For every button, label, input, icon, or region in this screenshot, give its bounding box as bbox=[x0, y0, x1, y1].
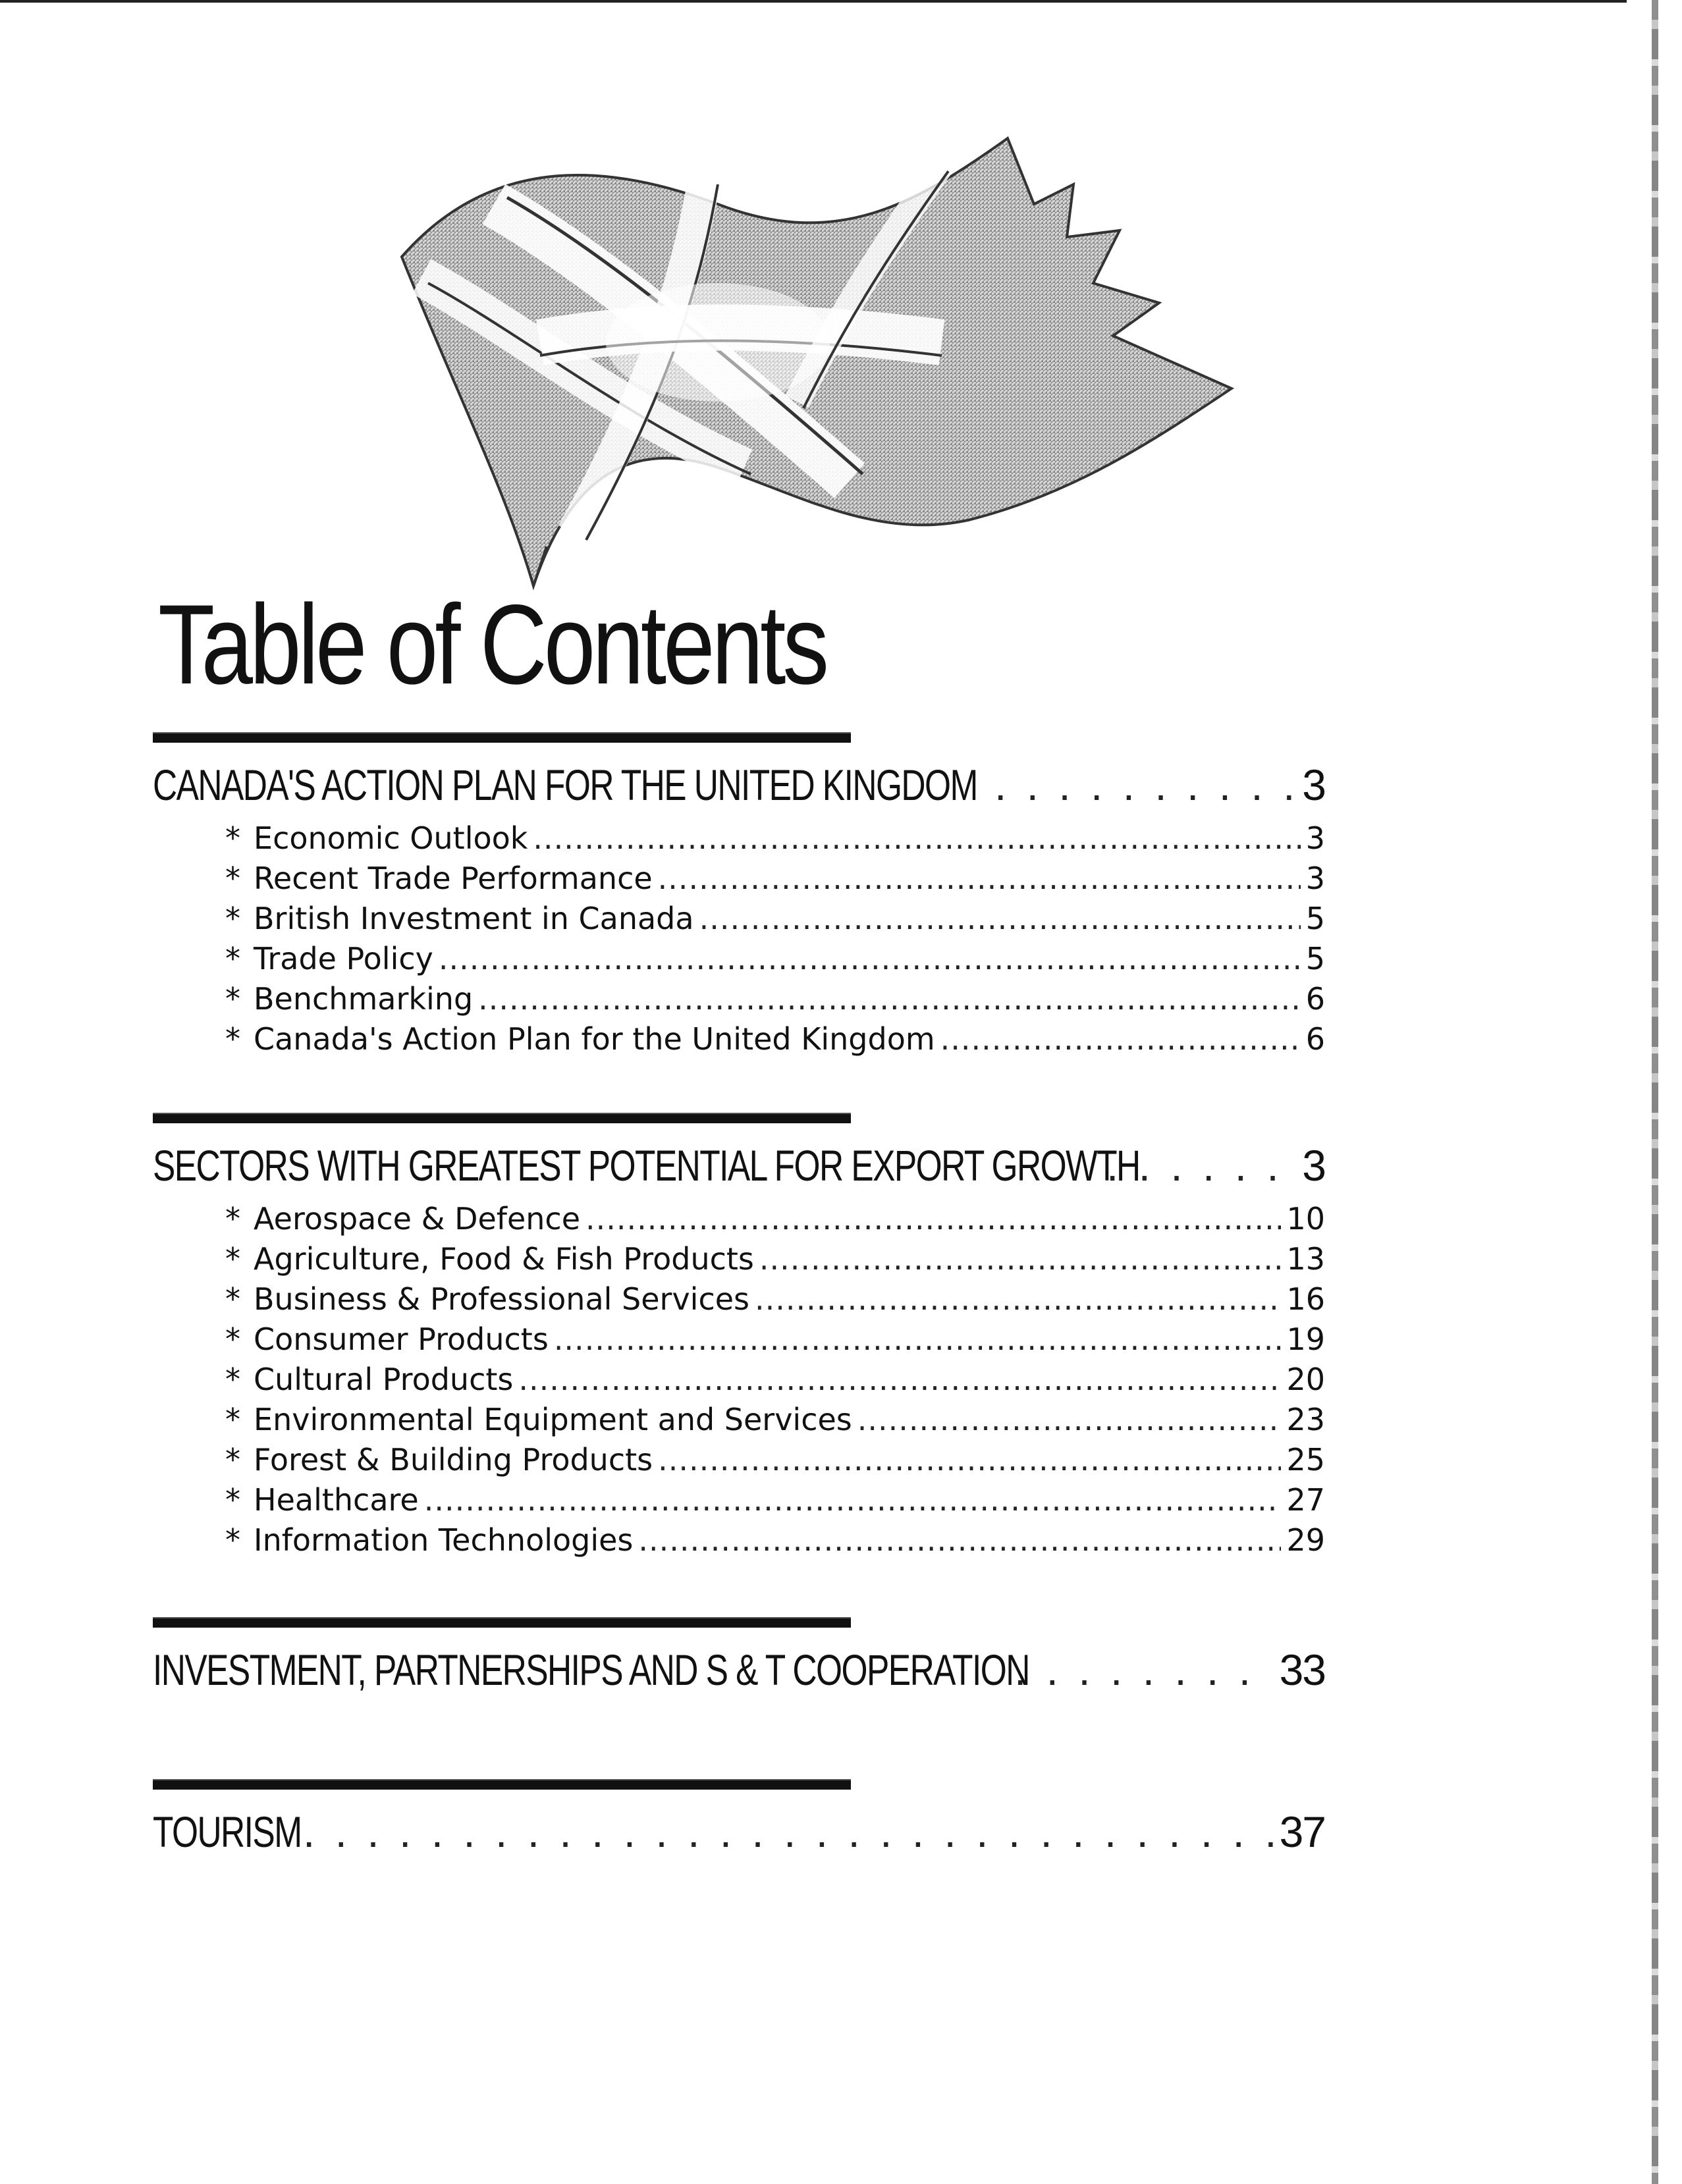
dot-leader bbox=[439, 941, 1301, 976]
bullet-star: * bbox=[225, 1021, 240, 1057]
toc-item-label: Agriculture, Food & Fish Products bbox=[254, 1241, 754, 1277]
toc-page-number: 3 bbox=[1302, 1141, 1325, 1190]
toc-item-label: Environmental Equipment and Services bbox=[254, 1402, 852, 1437]
toc-page-number: 25 bbox=[1286, 1442, 1325, 1478]
bullet-star: * bbox=[225, 1442, 240, 1478]
toc-heading-label: CANADA'S ACTION PLAN FOR THE UNITED KINGDOM bbox=[153, 760, 977, 809]
dot-leader bbox=[478, 981, 1301, 1017]
toc-item[interactable] bbox=[225, 981, 1325, 1021]
bullet-star: * bbox=[225, 1362, 240, 1397]
bullet-star: * bbox=[225, 1241, 240, 1277]
dot-leader bbox=[638, 1522, 1281, 1558]
toc-page-number: 37 bbox=[1279, 1807, 1325, 1856]
toc-item-label: Aerospace & Defence bbox=[254, 1201, 581, 1237]
dot-leader bbox=[994, 760, 1297, 810]
scan-top-edge bbox=[0, 0, 1627, 3]
toc-page-number: 27 bbox=[1286, 1482, 1325, 1518]
toc-section-tourism bbox=[153, 1779, 1325, 1861]
toc-item[interactable] bbox=[225, 1281, 1325, 1321]
section-divider bbox=[153, 732, 851, 743]
toc-item-label: Business & Professional Services bbox=[254, 1281, 750, 1317]
toc-heading-row[interactable] bbox=[153, 760, 1325, 814]
bullet-star: * bbox=[225, 1201, 240, 1237]
toc-items bbox=[153, 820, 1325, 1061]
toc-item[interactable] bbox=[225, 1021, 1325, 1061]
toc-heading-wrap bbox=[153, 1140, 1140, 1190]
dot-leader bbox=[699, 901, 1301, 936]
page-title: Table of Contents bbox=[158, 581, 827, 708]
dot-leader bbox=[940, 1021, 1301, 1057]
dot-leader bbox=[518, 1362, 1281, 1397]
toc-item-label: Forest & Building Products bbox=[254, 1442, 653, 1478]
bullet-star: * bbox=[225, 861, 240, 896]
bullet-star: * bbox=[225, 1482, 240, 1518]
toc-item[interactable] bbox=[225, 1321, 1325, 1362]
section-divider bbox=[153, 1617, 851, 1628]
toc-page-number: 6 bbox=[1305, 981, 1325, 1017]
bullet-star: * bbox=[225, 981, 240, 1017]
dot-leader bbox=[755, 1281, 1281, 1317]
toc-heading-row[interactable] bbox=[153, 1807, 1325, 1861]
toc-item-label: Canada's Action Plan for the United Kingdom bbox=[254, 1021, 935, 1057]
toc-item-label: British Investment in Canada bbox=[254, 901, 694, 936]
toc-section-action-plan bbox=[153, 732, 1325, 1061]
toc-page-number: 16 bbox=[1286, 1281, 1325, 1317]
toc-page-number: 3 bbox=[1305, 820, 1325, 856]
dot-leader bbox=[857, 1402, 1282, 1437]
toc-item[interactable] bbox=[225, 1522, 1325, 1562]
toc-item[interactable] bbox=[225, 1201, 1325, 1241]
toc-page-number: 5 bbox=[1305, 901, 1325, 936]
toc-page-number: 10 bbox=[1286, 1201, 1325, 1237]
toc-item[interactable] bbox=[225, 1442, 1325, 1482]
dot-leader bbox=[303, 1807, 1274, 1857]
toc-heading-wrap bbox=[153, 1807, 302, 1857]
toc-page-number: 13 bbox=[1286, 1241, 1325, 1277]
toc-page-number: 29 bbox=[1286, 1522, 1325, 1558]
bullet-star: * bbox=[225, 1281, 240, 1317]
toc-item[interactable] bbox=[225, 1482, 1325, 1522]
toc-item-label: Information Technologies bbox=[254, 1522, 634, 1558]
dot-leader bbox=[585, 1201, 1281, 1237]
toc-heading-label: TOURISM bbox=[153, 1807, 302, 1856]
bullet-star: * bbox=[225, 941, 240, 976]
toc-section-investment bbox=[153, 1617, 1325, 1699]
toc-page-number: 5 bbox=[1305, 941, 1325, 976]
toc-item-label: Benchmarking bbox=[254, 981, 474, 1017]
bullet-star: * bbox=[225, 1402, 240, 1437]
toc-page-number: 3 bbox=[1305, 861, 1325, 896]
toc-page-number: 33 bbox=[1279, 1645, 1325, 1694]
scan-right-edge bbox=[1652, 0, 1658, 2184]
toc-page-number: 6 bbox=[1305, 1021, 1325, 1057]
dot-leader bbox=[554, 1321, 1282, 1357]
section-divider bbox=[153, 1779, 851, 1790]
toc-heading-label: SECTORS WITH GREATEST POTENTIAL FOR EXPORT GROWTH bbox=[153, 1141, 1140, 1190]
toc-heading-row[interactable] bbox=[153, 1645, 1325, 1699]
dot-leader bbox=[1014, 1645, 1274, 1695]
toc-page-number: 3 bbox=[1302, 760, 1325, 809]
section-divider bbox=[153, 1113, 851, 1123]
toc-item-label: Healthcare bbox=[254, 1482, 419, 1518]
dot-leader bbox=[658, 861, 1301, 896]
dot-leader bbox=[658, 1442, 1281, 1478]
bullet-star: * bbox=[225, 820, 240, 856]
toc-items bbox=[153, 1201, 1325, 1562]
union-jack-maple-flag-icon bbox=[375, 125, 1258, 599]
toc-heading-wrap bbox=[153, 760, 989, 810]
dot-leader bbox=[533, 820, 1300, 856]
toc-item[interactable] bbox=[225, 1402, 1325, 1442]
bullet-star: * bbox=[225, 1522, 240, 1558]
dot-leader bbox=[424, 1482, 1282, 1518]
toc-heading-label: INVESTMENT, PARTNERSHIPS AND S & T COOPERATION bbox=[153, 1645, 1029, 1694]
toc-item[interactable] bbox=[225, 820, 1325, 861]
toc-page-number: 19 bbox=[1286, 1321, 1325, 1357]
toc-item-label: Recent Trade Performance bbox=[254, 861, 653, 896]
dot-leader bbox=[759, 1241, 1282, 1277]
toc-heading-row[interactable] bbox=[153, 1140, 1325, 1194]
toc-item[interactable] bbox=[225, 901, 1325, 941]
toc-item[interactable] bbox=[225, 941, 1325, 981]
toc-item-label: Cultural Products bbox=[254, 1362, 514, 1397]
toc-page-number: 23 bbox=[1286, 1402, 1325, 1437]
toc-item[interactable] bbox=[225, 861, 1325, 901]
toc-page-number: 20 bbox=[1286, 1362, 1325, 1397]
toc-item[interactable] bbox=[225, 1241, 1325, 1281]
toc-item-label: Consumer Products bbox=[254, 1321, 549, 1357]
toc-heading-wrap bbox=[153, 1645, 1029, 1695]
bullet-star: * bbox=[225, 1321, 240, 1357]
toc-section-sectors bbox=[153, 1113, 1325, 1562]
toc-item-label: Economic Outlook bbox=[254, 820, 528, 856]
bullet-star: * bbox=[225, 901, 240, 936]
toc-item[interactable] bbox=[225, 1362, 1325, 1402]
toc-item-label: Trade Policy bbox=[254, 941, 433, 976]
